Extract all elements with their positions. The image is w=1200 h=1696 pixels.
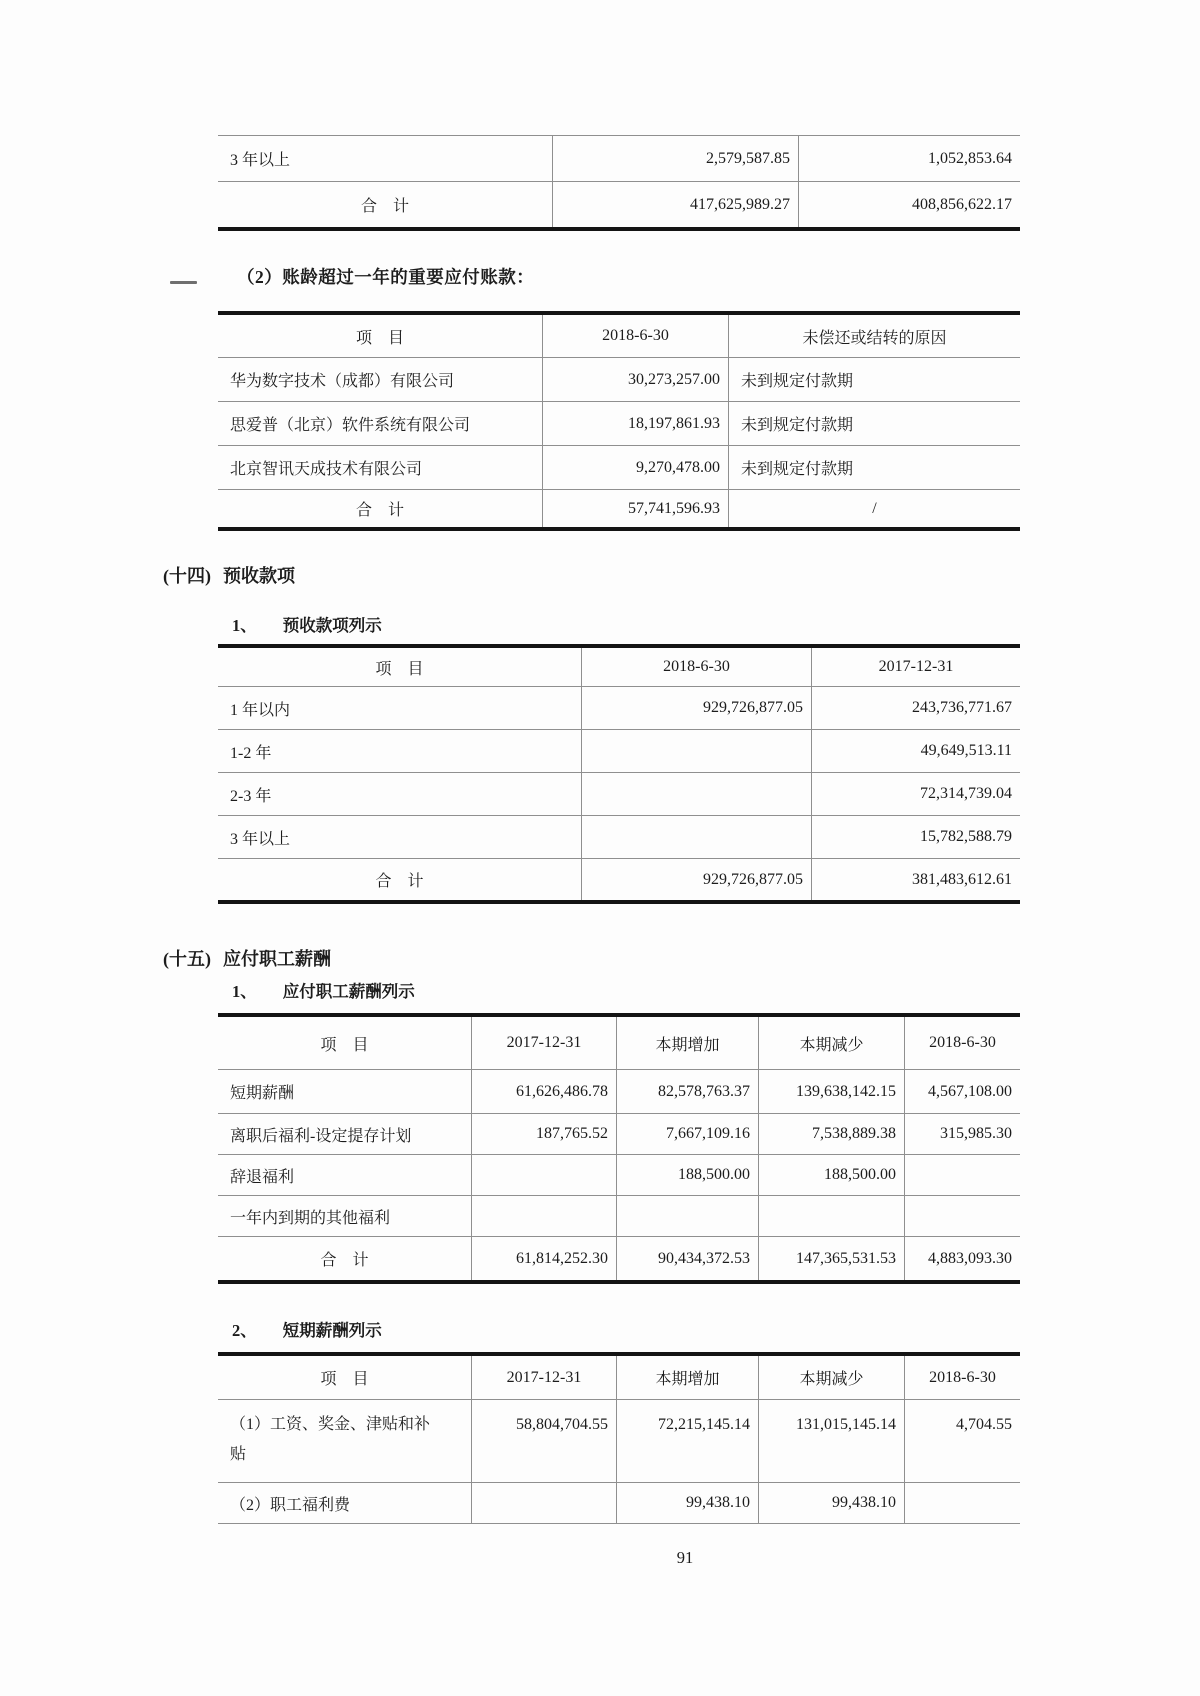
amount-cell: 188,500.00 [758,1155,904,1195]
row-label: 3 年以上 [230,152,291,169]
amount-cell: 72,314,739.04 [811,773,1020,815]
subsection-title: 应付职工薪酬列示 [282,982,415,1001]
table-row [218,358,1020,402]
column-header-date: 2017-12-31 [471,1356,616,1399]
amount-cell [471,1155,616,1195]
total-label: 合 计 [360,198,409,215]
amount-cell [904,1196,1020,1236]
row-label: 辞退福利 [230,1168,295,1186]
table-row [218,1114,1020,1155]
column-header-date: 2018-6-30 [904,1017,1020,1069]
amount-cell: 381,483,612.61 [811,859,1020,900]
table-row [218,816,1020,859]
amount-cell: 99,438.10 [616,1483,758,1523]
section-number: (十四) [163,566,211,586]
column-header-increase: 本期增加 [616,1017,758,1069]
section-number: (十五) [163,949,211,969]
table-row [218,730,1020,773]
advances-received-table [218,644,1020,904]
short-term-compensation-table [218,1352,1020,1524]
row-label: 2-3 年 [230,787,272,805]
table-row [218,1070,1020,1114]
table-row [218,1196,1020,1237]
section-title: 应付职工薪酬 [223,949,331,969]
amount-cell [471,1483,616,1523]
column-header-decrease: 本期减少 [758,1017,904,1069]
amount-cell: 139,638,142.15 [758,1070,904,1113]
amount-cell: 4,567,108.00 [904,1070,1020,1113]
subsection-heading-short-term-list [232,1319,382,1343]
amount-cell: 4,704.55 [904,1400,1020,1482]
row-label: 1 年以内 [230,701,291,719]
subsection-title: 短期薪酬列示 [282,1321,382,1340]
amount-cell: 7,538,889.38 [758,1114,904,1154]
subsection-number: 1、 [232,616,257,635]
column-header-item: 项 目 [320,1036,369,1054]
row-label: 北京智讯天成技术有限公司 [230,461,423,478]
column-header-date: 2017-12-31 [471,1017,616,1069]
table-row [218,687,1020,730]
amount-cell [904,1483,1020,1523]
amount-cell: 61,626,486.78 [471,1070,616,1113]
table-row [218,1400,1020,1483]
amount-cell: 4,883,093.30 [904,1237,1020,1280]
amount-cell: 15,782,588.79 [811,816,1020,858]
row-label: 短期薪酬 [230,1085,295,1102]
row-label: （2）职工福利费 [230,1496,351,1514]
total-label: 合 计 [375,873,424,890]
column-header-date: 2017-12-31 [811,648,1020,686]
table-row [218,1155,1020,1196]
aged-payables-table-fragment [218,135,1020,231]
amount-cell [581,816,811,858]
subsection-heading-aged-payables: （2）账龄超过一年的重要应付账款： [237,267,535,287]
amount-cell [616,1196,758,1236]
table-row [218,1483,1020,1524]
amount-cell: 188,500.00 [616,1155,758,1195]
total-label: 合 计 [320,1252,369,1269]
column-header-reason: 未偿还或结转的原因 [728,315,1020,357]
table-row [218,446,1020,490]
row-label: 一年内到期的其他福利 [230,1209,391,1227]
row-label: 3 年以上 [230,830,291,848]
payables-over-one-year-table [218,311,1020,531]
total-row [218,1237,1020,1280]
amount-cell [471,1196,616,1236]
amount-cell: 7,667,109.16 [616,1114,758,1154]
amount-cell: 315,985.30 [904,1114,1020,1154]
amount-cell: 929,726,877.05 [581,859,811,900]
header-row [218,648,1020,687]
row-label: 思爱普（北京）软件系统有限公司 [230,417,471,434]
amount-cell: 131,015,145.14 [758,1400,904,1482]
amount-cell: 18,197,861.93 [542,402,728,445]
employee-compensation-table [218,1013,1020,1284]
section-heading-employee-compensation [163,946,331,972]
total-row [218,182,1020,227]
amount-cell: 82,578,763.37 [616,1070,758,1113]
subsection-heading-compensation-list [232,980,415,1004]
total-row [218,859,1020,900]
row-label: 1-2 年 [230,744,272,762]
amount-cell [904,1155,1020,1195]
total-label: 合 计 [355,502,404,519]
row-label [218,1400,471,1482]
amount-cell: 1,052,853.64 [798,136,1020,181]
reason-cell: 未到规定付款期 [728,446,1020,489]
amount-cell: 72,215,145.14 [616,1400,758,1482]
subsection-title: 预收款项列示 [282,616,382,635]
amount-cell: 61,814,252.30 [471,1237,616,1280]
amount-cell: 90,434,372.53 [616,1237,758,1280]
reason-cell: 未到规定付款期 [728,358,1020,401]
amount-cell: 408,856,622.17 [798,182,1020,227]
page-number: 91 [676,1548,694,1567]
amount-cell: 99,438.10 [758,1483,904,1523]
column-header-date: 2018-6-30 [904,1356,1020,1399]
reason-cell: 未到规定付款期 [728,402,1020,445]
amount-cell: 58,804,704.55 [471,1400,616,1482]
amount-cell [581,773,811,815]
margin-dash [170,281,197,284]
row-label: 华为数字技术（成都）有限公司 [230,373,455,390]
header-row [218,315,1020,358]
column-header-date: 2018-6-30 [542,315,728,357]
amount-cell [758,1196,904,1236]
table-row [218,136,1020,182]
header-row [218,1356,1020,1400]
amount-cell [581,730,811,772]
column-header-item: 项 目 [320,1371,369,1388]
amount-cell: 9,270,478.00 [542,446,728,489]
table-row [218,773,1020,816]
section-heading-advances-received [163,563,295,589]
row-label-text: （1）工资、奖金、津贴和补贴 [230,1416,431,1463]
header-row [218,1017,1020,1070]
amount-cell: 147,365,531.53 [758,1237,904,1280]
subsection-number: 2、 [232,1321,257,1340]
amount-cell: 243,736,771.67 [811,687,1020,729]
reason-cell: / [728,490,1020,527]
column-header-increase: 本期增加 [616,1356,758,1399]
row-label: 离职后福利-设定提存计划 [230,1127,412,1145]
total-row [218,490,1020,527]
column-header-item: 项 目 [355,329,404,347]
amount-cell: 30,273,257.00 [542,358,728,401]
amount-cell: 187,765.52 [471,1114,616,1154]
subsection-heading-advances-list [232,614,382,638]
amount-cell: 929,726,877.05 [581,687,811,729]
amount-cell: 2,579,587.85 [552,136,798,181]
amount-cell: 49,649,513.11 [811,730,1020,772]
amount-cell: 417,625,989.27 [552,182,798,227]
subsection-number: 1、 [232,982,257,1001]
column-header-item: 项 目 [375,660,424,678]
amount-cell: 57,741,596.93 [542,490,728,527]
column-header-date: 2018-6-30 [581,648,811,686]
section-title: 预收款项 [223,566,295,586]
column-header-decrease: 本期减少 [758,1356,904,1399]
table-row [218,402,1020,446]
